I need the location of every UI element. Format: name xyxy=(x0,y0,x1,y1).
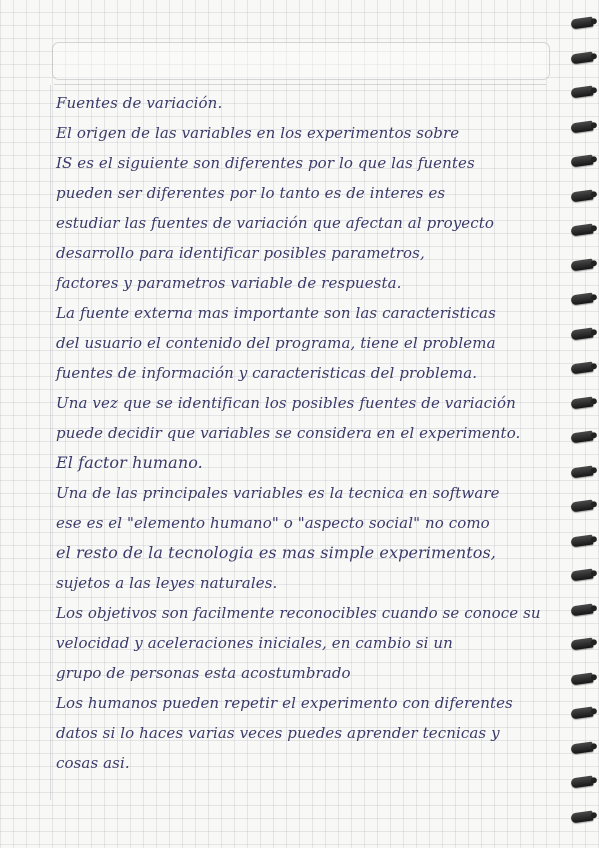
text-line: sujetos a las leyes naturales. xyxy=(56,574,278,592)
text-line: estudiar las fuentes de variación que afectan al proyecto xyxy=(56,214,495,232)
spiral-ring xyxy=(570,741,593,754)
text-line: El origen de las variables en los experimentos sobre xyxy=(56,124,460,142)
text-line: el resto de la tecnologia es mas simple experimentos, xyxy=(56,543,496,562)
spiral-ring xyxy=(570,189,593,202)
header-box xyxy=(52,42,550,80)
spiral-ring xyxy=(570,569,593,582)
text-line: fuentes de información y caracteristicas del problema. xyxy=(56,364,478,382)
spiral-ring xyxy=(570,465,593,478)
notes-title: Fuentes de variación. xyxy=(56,94,223,112)
spiral-ring xyxy=(570,293,593,306)
spiral-ring xyxy=(570,396,593,409)
text-line: factores y parametros variable de respuesta. xyxy=(56,274,402,292)
text-line: velocidad y aceleraciones iniciales, en cambio si un xyxy=(56,634,453,652)
spiral-ring xyxy=(570,603,593,616)
text-line: grupo de personas esta acostumbrado xyxy=(56,664,351,682)
spiral-ring xyxy=(570,258,593,271)
text-line: desarrollo para identificar posibles parametros, xyxy=(56,244,425,262)
spiral-ring xyxy=(570,51,593,64)
text-line: pueden ser diferentes por lo tanto es de interes es xyxy=(56,184,446,202)
spiral-ring xyxy=(570,672,593,685)
text-line: Una vez que se identifican los posibles fuentes de variación xyxy=(56,394,516,412)
spiral-ring xyxy=(570,776,593,789)
spiral-ring xyxy=(570,362,593,375)
spiral-binding xyxy=(567,0,599,848)
spiral-ring xyxy=(570,707,593,720)
text-line: Una de las principales variables es la tecnica en software xyxy=(56,484,500,502)
text-line: datos si lo haces varias veces puedes aprender tecnicas y xyxy=(56,724,500,742)
text-line: IS es el siguiente son diferentes por lo que las fuentes xyxy=(56,154,475,172)
spiral-ring xyxy=(570,810,593,823)
text-line: Los objetivos son facilmente reconocibles cuando se conoce su xyxy=(56,604,541,622)
spiral-ring xyxy=(570,638,593,651)
text-line: cosas asi. xyxy=(56,754,130,772)
text-line: La fuente externa mas importante son las caracteristicas xyxy=(56,304,496,322)
text-line: ese es el "elemento humano" o "aspecto social" no como xyxy=(56,514,490,532)
text-line: Los humanos pueden repetir el experimento con diferentes xyxy=(56,694,513,712)
spiral-ring xyxy=(570,17,593,30)
spiral-ring xyxy=(570,120,593,133)
spiral-ring xyxy=(570,86,593,99)
section-heading: El factor humano. xyxy=(56,453,203,472)
header-rule xyxy=(54,84,546,85)
text-line: del usuario el contenido del programa, tiene el problema xyxy=(56,334,496,352)
margin-rule xyxy=(50,85,51,800)
text-line: puede decidir que variables se considera en el experimento. xyxy=(56,424,521,442)
spiral-ring xyxy=(570,431,593,444)
spiral-ring xyxy=(570,155,593,168)
spiral-ring xyxy=(570,534,593,547)
spiral-ring xyxy=(570,500,593,513)
spiral-ring xyxy=(570,327,593,340)
spiral-ring xyxy=(570,224,593,237)
handwritten-text xyxy=(56,88,556,778)
